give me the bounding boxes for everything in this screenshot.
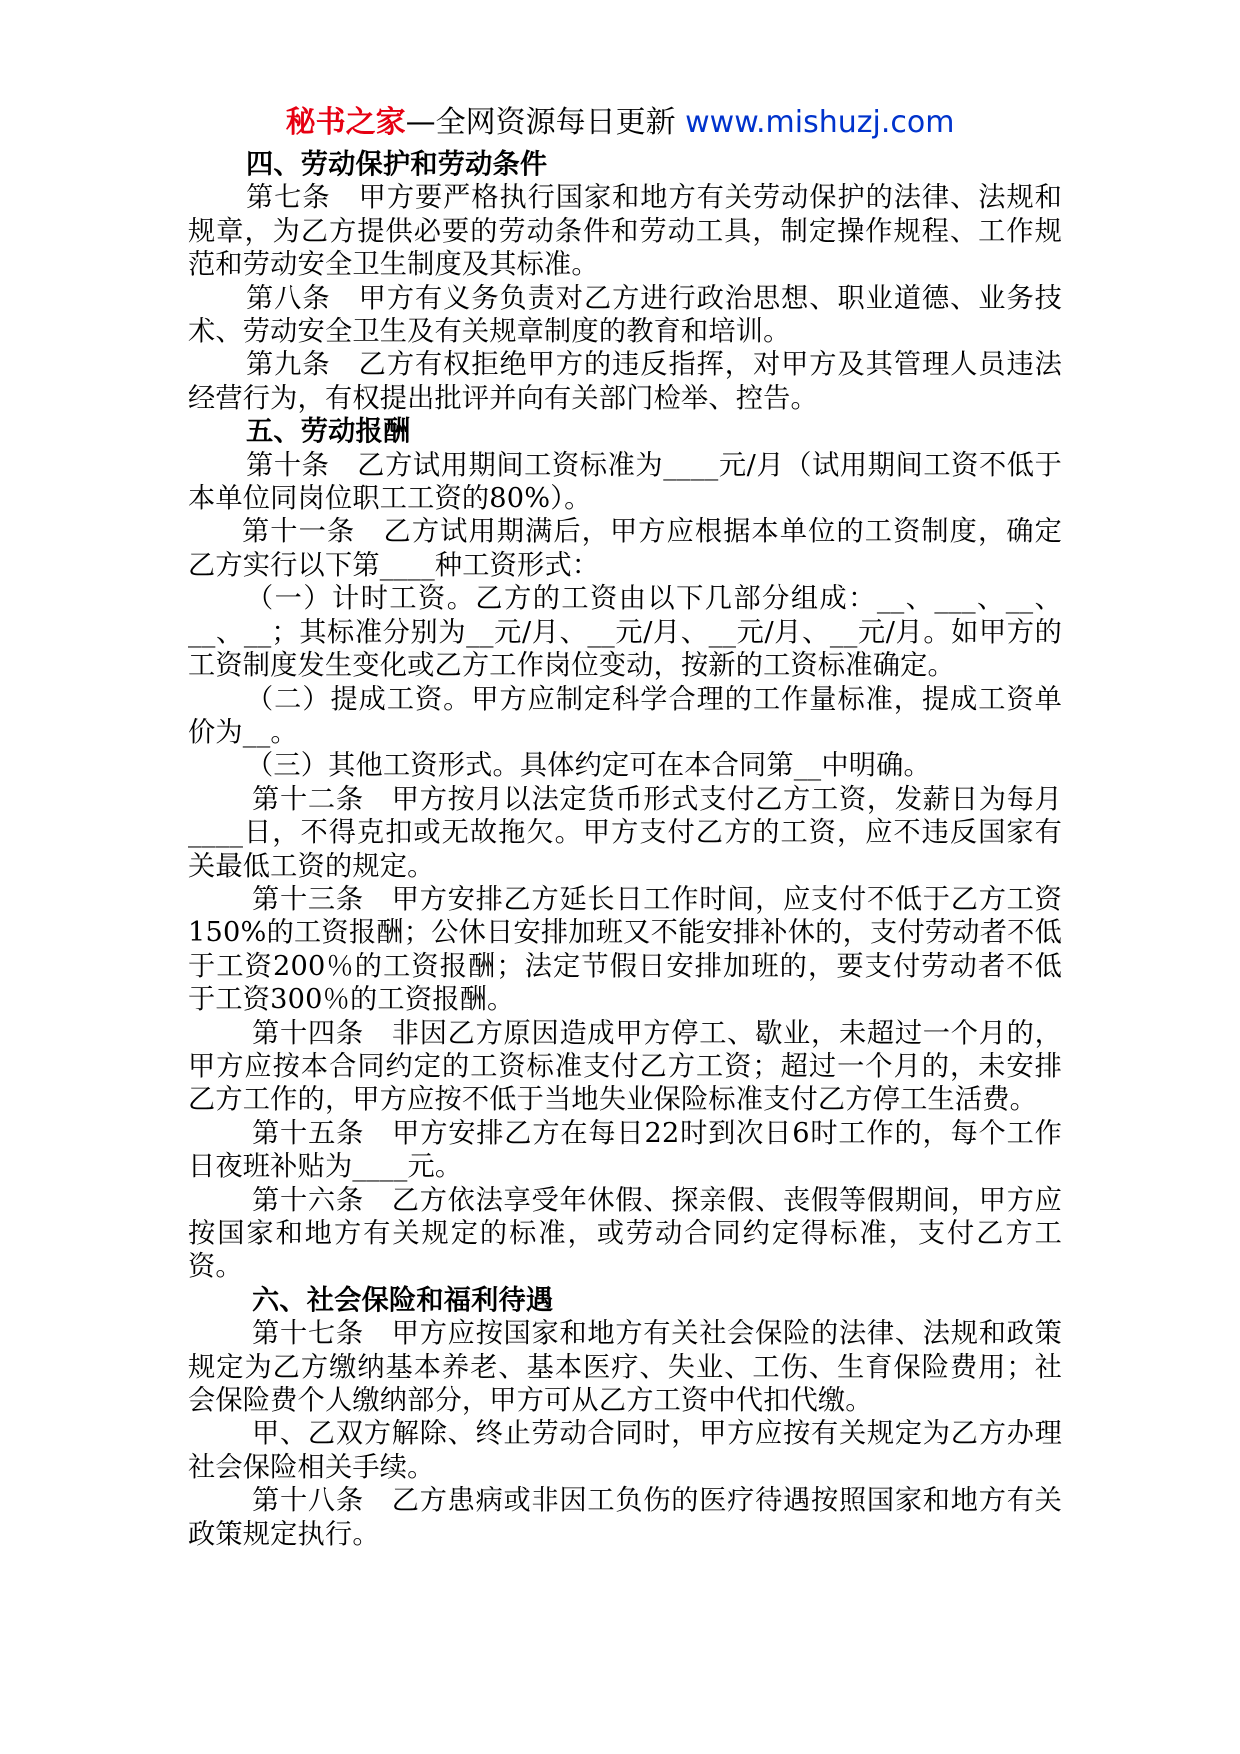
wage-form-3: （三）其他工资形式。具体约定可在本合同第__中明确。 xyxy=(246,750,931,782)
article-18: 第十八条 乙方患病或非因工负伤的医疗待遇按照国家和地方有关政策规定执行。 xyxy=(188,1485,1062,1550)
article-11: 第十一条 乙方试用期满后，甲方应根据本单位的工资制度，确定乙方实行以下第____种工资形式： xyxy=(188,516,1062,581)
section-heading-6: 六、社会保险和福利待遇 xyxy=(252,1283,554,1316)
article-17: 第十七条 甲方应按国家和地方有关社会保险的法律、法规和政策规定为乙方缴纳基本养老、基本医疗、失业、工伤、生育保险费用；社会保险费个人缴纳部分，甲方可从乙方工资中代扣代缴。 xyxy=(188,1318,1062,1417)
document-body xyxy=(188,148,1062,1551)
article-14: 第十四条 非因乙方原因造成甲方停工、歇业，未超过一个月的，甲方应按本合同约定的工资标准支付乙方工资；超过一个月的，未安排乙方工作的，甲方应按不低于当地失业保险标准支付乙方停工生活费。 xyxy=(188,1017,1062,1116)
article-7: 第七条 甲方要严格执行国家和地方有关劳动保护的法律、法规和规章，为乙方提供必要的劳动条件和劳动工具，制定操作规程、工作规范和劳动安全卫生制度及其标准。 xyxy=(188,182,1062,281)
banner-url[interactable]: www.mishuzj.com xyxy=(685,105,955,140)
section-heading-5: 五、劳动报酬 xyxy=(246,415,411,448)
site-banner xyxy=(178,98,1062,148)
banner-slogan: —全网资源每日更新 xyxy=(405,105,686,140)
article-8: 第八条 甲方有义务负责对乙方进行政治思想、职业道德、业务技术、劳动安全卫生及有关规章制度的教育和培训。 xyxy=(188,282,1062,348)
article-12: 第十二条 甲方按月以法定货币形式支付乙方工资，发薪日为每月____日，不得克扣或无故拖欠。甲方支付乙方的工资，应不违反国家有关最低工资的规定。 xyxy=(188,783,1062,882)
article-13: 第十三条 甲方安排乙方延长日工作时间，应支付不低于乙方工资150%的工资报酬；公休日安排加班又不能安排补休的，支付劳动者不低于工资200％的工资报酬；法定节假日安排加班的，要支付劳动者不低于工资300％的工资报酬。 xyxy=(188,883,1062,1016)
article-16: 第十六条 乙方依法享受年休假、探亲假、丧假等假期间，甲方应按国家和地方有关规定的标准，或劳动合同约定得标准，支付乙方工资。 xyxy=(188,1184,1062,1283)
section-heading-4: 四、劳动保护和劳动条件 xyxy=(246,148,548,180)
wage-form-1: （一）计时工资。乙方的工资由以下几部分组成：__、___、__、__、__；其标准分别为__元/月、__元/月、__元/月、__元/月。如甲方的工资制度发生变化或乙方工作岗位变动，按新的工资标准确定。 xyxy=(188,583,1062,682)
article-17-clause: 甲、乙双方解除、终止劳动合同时，甲方应按有关规定为乙方办理社会保险相关手续。 xyxy=(188,1418,1062,1483)
article-15: 第十五条 甲方安排乙方在每日22时到次日6时工作的，每个工作日夜班补贴为____元。 xyxy=(188,1117,1062,1183)
article-10: 第十条 乙方试用期间工资标准为____元/月（试用期间工资不低于本单位同岗位职工工资的80%）。 xyxy=(188,449,1062,515)
wage-form-2: （二）提成工资。甲方应制定科学合理的工作量标准，提成工资单价为__。 xyxy=(188,683,1062,748)
banner-brand: 秘书之家 xyxy=(285,105,406,140)
article-9: 第九条 乙方有权拒绝甲方的违反指挥，对甲方及其管理人员违法经营行为，有权提出批评并向有关部门检举、控告。 xyxy=(188,349,1062,414)
